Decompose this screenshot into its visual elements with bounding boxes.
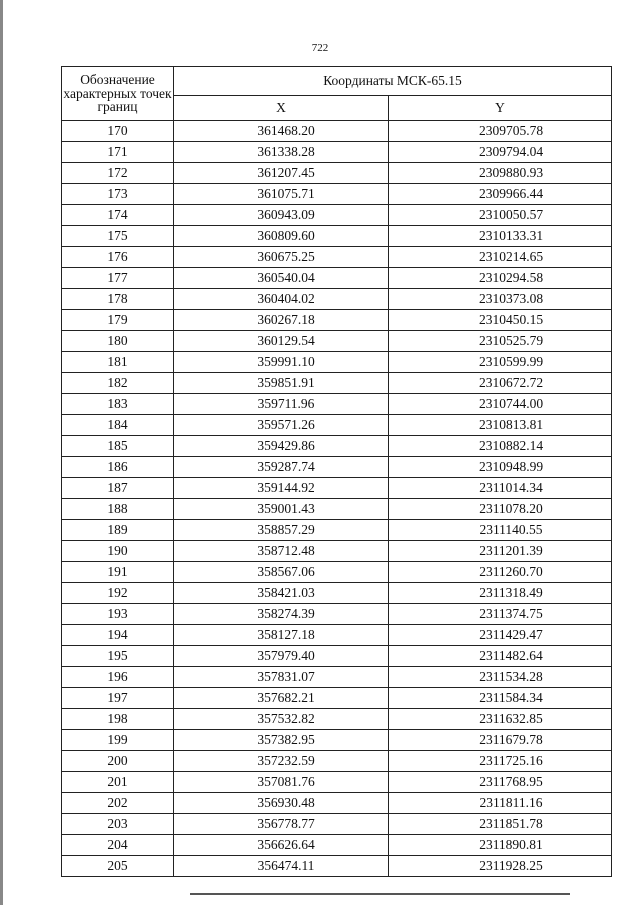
point-cell: 205	[62, 856, 174, 877]
x-coordinate-cell: 359144.92	[174, 478, 389, 499]
y-coordinate-cell: 2311140.55	[389, 520, 612, 541]
x-coordinate-cell: 360943.09	[174, 205, 389, 226]
y-coordinate-cell: 2310050.57	[389, 205, 612, 226]
x-column-header: X	[174, 96, 389, 121]
table-row	[62, 436, 612, 457]
x-coordinate-cell: 358274.39	[174, 604, 389, 625]
y-coordinate-cell: 2311851.78	[389, 814, 612, 835]
scan-artifact-line	[190, 893, 570, 895]
point-cell: 189	[62, 520, 174, 541]
point-cell: 201	[62, 772, 174, 793]
x-coordinate-cell: 357081.76	[174, 772, 389, 793]
x-coordinate-cell: 357682.21	[174, 688, 389, 709]
point-cell: 195	[62, 646, 174, 667]
point-cell: 177	[62, 268, 174, 289]
x-coordinate-cell: 360267.18	[174, 310, 389, 331]
x-coordinate-cell: 361075.71	[174, 184, 389, 205]
x-coordinate-cell: 360675.25	[174, 247, 389, 268]
table-row	[62, 331, 612, 352]
x-coordinate-cell: 357382.95	[174, 730, 389, 751]
x-coordinate-cell: 356626.64	[174, 835, 389, 856]
table-row	[62, 856, 612, 877]
x-coordinate-cell: 360404.02	[174, 289, 389, 310]
page-number: 722	[311, 42, 329, 54]
x-coordinate-cell: 356778.77	[174, 814, 389, 835]
y-coordinate-cell: 2311482.64	[389, 646, 612, 667]
x-coordinate-cell: 360540.04	[174, 268, 389, 289]
table-row	[62, 121, 612, 142]
table-row	[62, 625, 612, 646]
table-row	[62, 835, 612, 856]
table-row	[62, 730, 612, 751]
table-row	[62, 772, 612, 793]
y-coordinate-cell: 2310450.15	[389, 310, 612, 331]
y-coordinate-cell: 2309880.93	[389, 163, 612, 184]
x-coordinate-cell: 359001.43	[174, 499, 389, 520]
y-coordinate-cell: 2311584.34	[389, 688, 612, 709]
table-row	[62, 667, 612, 688]
y-coordinate-cell: 2310744.00	[389, 394, 612, 415]
table-row	[62, 268, 612, 289]
point-cell: 179	[62, 310, 174, 331]
point-cell: 181	[62, 352, 174, 373]
point-cell: 176	[62, 247, 174, 268]
x-coordinate-cell: 359991.10	[174, 352, 389, 373]
point-cell: 190	[62, 541, 174, 562]
point-cell: 204	[62, 835, 174, 856]
y-coordinate-cell: 2311534.28	[389, 667, 612, 688]
x-coordinate-cell: 361207.45	[174, 163, 389, 184]
x-coordinate-cell: 359851.91	[174, 373, 389, 394]
table-row	[62, 247, 612, 268]
y-coordinate-cell: 2311260.70	[389, 562, 612, 583]
y-coordinate-cell: 2311632.85	[389, 709, 612, 730]
point-cell: 173	[62, 184, 174, 205]
x-coordinate-cell: 358712.48	[174, 541, 389, 562]
point-cell: 203	[62, 814, 174, 835]
point-cell: 198	[62, 709, 174, 730]
y-coordinate-cell: 2310813.81	[389, 415, 612, 436]
x-coordinate-cell: 358421.03	[174, 583, 389, 604]
y-coordinate-cell: 2311725.16	[389, 751, 612, 772]
point-cell: 197	[62, 688, 174, 709]
point-cell: 193	[62, 604, 174, 625]
point-cell: 180	[62, 331, 174, 352]
y-coordinate-cell: 2311318.49	[389, 583, 612, 604]
point-cell: 183	[62, 394, 174, 415]
table-row	[62, 541, 612, 562]
table-row	[62, 457, 612, 478]
x-coordinate-cell: 361338.28	[174, 142, 389, 163]
table-row	[62, 394, 612, 415]
table-row	[62, 604, 612, 625]
point-cell: 174	[62, 205, 174, 226]
table-row	[62, 205, 612, 226]
x-coordinate-cell: 359571.26	[174, 415, 389, 436]
table-row	[62, 415, 612, 436]
point-designation-header: Обозначение характерных точек границ	[62, 67, 174, 121]
point-cell: 175	[62, 226, 174, 247]
y-coordinate-cell: 2310373.08	[389, 289, 612, 310]
y-column-header: Y	[389, 96, 612, 121]
point-cell: 172	[62, 163, 174, 184]
table-row	[62, 751, 612, 772]
x-coordinate-cell: 357831.07	[174, 667, 389, 688]
y-coordinate-cell: 2310133.31	[389, 226, 612, 247]
y-coordinate-cell: 2309705.78	[389, 121, 612, 142]
coordinates-header: Координаты МСК-65.15	[174, 67, 612, 96]
scan-edge	[0, 0, 3, 905]
point-cell: 171	[62, 142, 174, 163]
table-row	[62, 142, 612, 163]
y-coordinate-cell: 2310294.58	[389, 268, 612, 289]
table-row	[62, 352, 612, 373]
x-coordinate-cell: 359429.86	[174, 436, 389, 457]
y-coordinate-cell: 2310948.99	[389, 457, 612, 478]
y-coordinate-cell: 2310672.72	[389, 373, 612, 394]
y-coordinate-cell: 2310599.99	[389, 352, 612, 373]
x-coordinate-cell: 360129.54	[174, 331, 389, 352]
point-cell: 192	[62, 583, 174, 604]
x-coordinate-cell: 357232.59	[174, 751, 389, 772]
table-body	[62, 121, 612, 877]
table-row	[62, 184, 612, 205]
table-row	[62, 499, 612, 520]
y-coordinate-cell: 2311679.78	[389, 730, 612, 751]
table-row	[62, 583, 612, 604]
table-row	[62, 688, 612, 709]
table-row	[62, 520, 612, 541]
x-coordinate-cell: 356474.11	[174, 856, 389, 877]
y-coordinate-cell: 2310882.14	[389, 436, 612, 457]
y-coordinate-cell: 2310525.79	[389, 331, 612, 352]
coordinates-table	[61, 66, 612, 877]
y-coordinate-cell: 2309794.04	[389, 142, 612, 163]
point-cell: 202	[62, 793, 174, 814]
table-header-row	[62, 67, 612, 96]
x-coordinate-cell: 360809.60	[174, 226, 389, 247]
table-row	[62, 709, 612, 730]
y-coordinate-cell: 2310214.65	[389, 247, 612, 268]
table-row	[62, 226, 612, 247]
y-coordinate-cell: 2311201.39	[389, 541, 612, 562]
x-coordinate-cell: 357979.40	[174, 646, 389, 667]
x-coordinate-cell: 359711.96	[174, 394, 389, 415]
point-cell: 185	[62, 436, 174, 457]
table-row	[62, 310, 612, 331]
y-coordinate-cell: 2311014.34	[389, 478, 612, 499]
table-row	[62, 814, 612, 835]
table-row	[62, 478, 612, 499]
y-coordinate-cell: 2311768.95	[389, 772, 612, 793]
x-coordinate-cell: 356930.48	[174, 793, 389, 814]
table-row	[62, 562, 612, 583]
point-cell: 186	[62, 457, 174, 478]
y-coordinate-cell: 2311374.75	[389, 604, 612, 625]
point-cell: 182	[62, 373, 174, 394]
point-cell: 199	[62, 730, 174, 751]
y-coordinate-cell: 2311890.81	[389, 835, 612, 856]
table-row	[62, 793, 612, 814]
x-coordinate-cell: 358857.29	[174, 520, 389, 541]
point-cell: 200	[62, 751, 174, 772]
table-row	[62, 646, 612, 667]
point-cell: 194	[62, 625, 174, 646]
point-cell: 178	[62, 289, 174, 310]
table-row	[62, 289, 612, 310]
x-coordinate-cell: 361468.20	[174, 121, 389, 142]
y-coordinate-cell: 2311429.47	[389, 625, 612, 646]
x-coordinate-cell: 359287.74	[174, 457, 389, 478]
table-row	[62, 163, 612, 184]
point-cell: 191	[62, 562, 174, 583]
x-coordinate-cell: 357532.82	[174, 709, 389, 730]
point-cell: 196	[62, 667, 174, 688]
point-cell: 184	[62, 415, 174, 436]
y-coordinate-cell: 2311078.20	[389, 499, 612, 520]
x-coordinate-cell: 358567.06	[174, 562, 389, 583]
x-coordinate-cell: 358127.18	[174, 625, 389, 646]
y-coordinate-cell: 2311811.16	[389, 793, 612, 814]
y-coordinate-cell: 2309966.44	[389, 184, 612, 205]
y-coordinate-cell: 2311928.25	[389, 856, 612, 877]
point-cell: 170	[62, 121, 174, 142]
point-cell: 188	[62, 499, 174, 520]
point-cell: 187	[62, 478, 174, 499]
table-row	[62, 373, 612, 394]
